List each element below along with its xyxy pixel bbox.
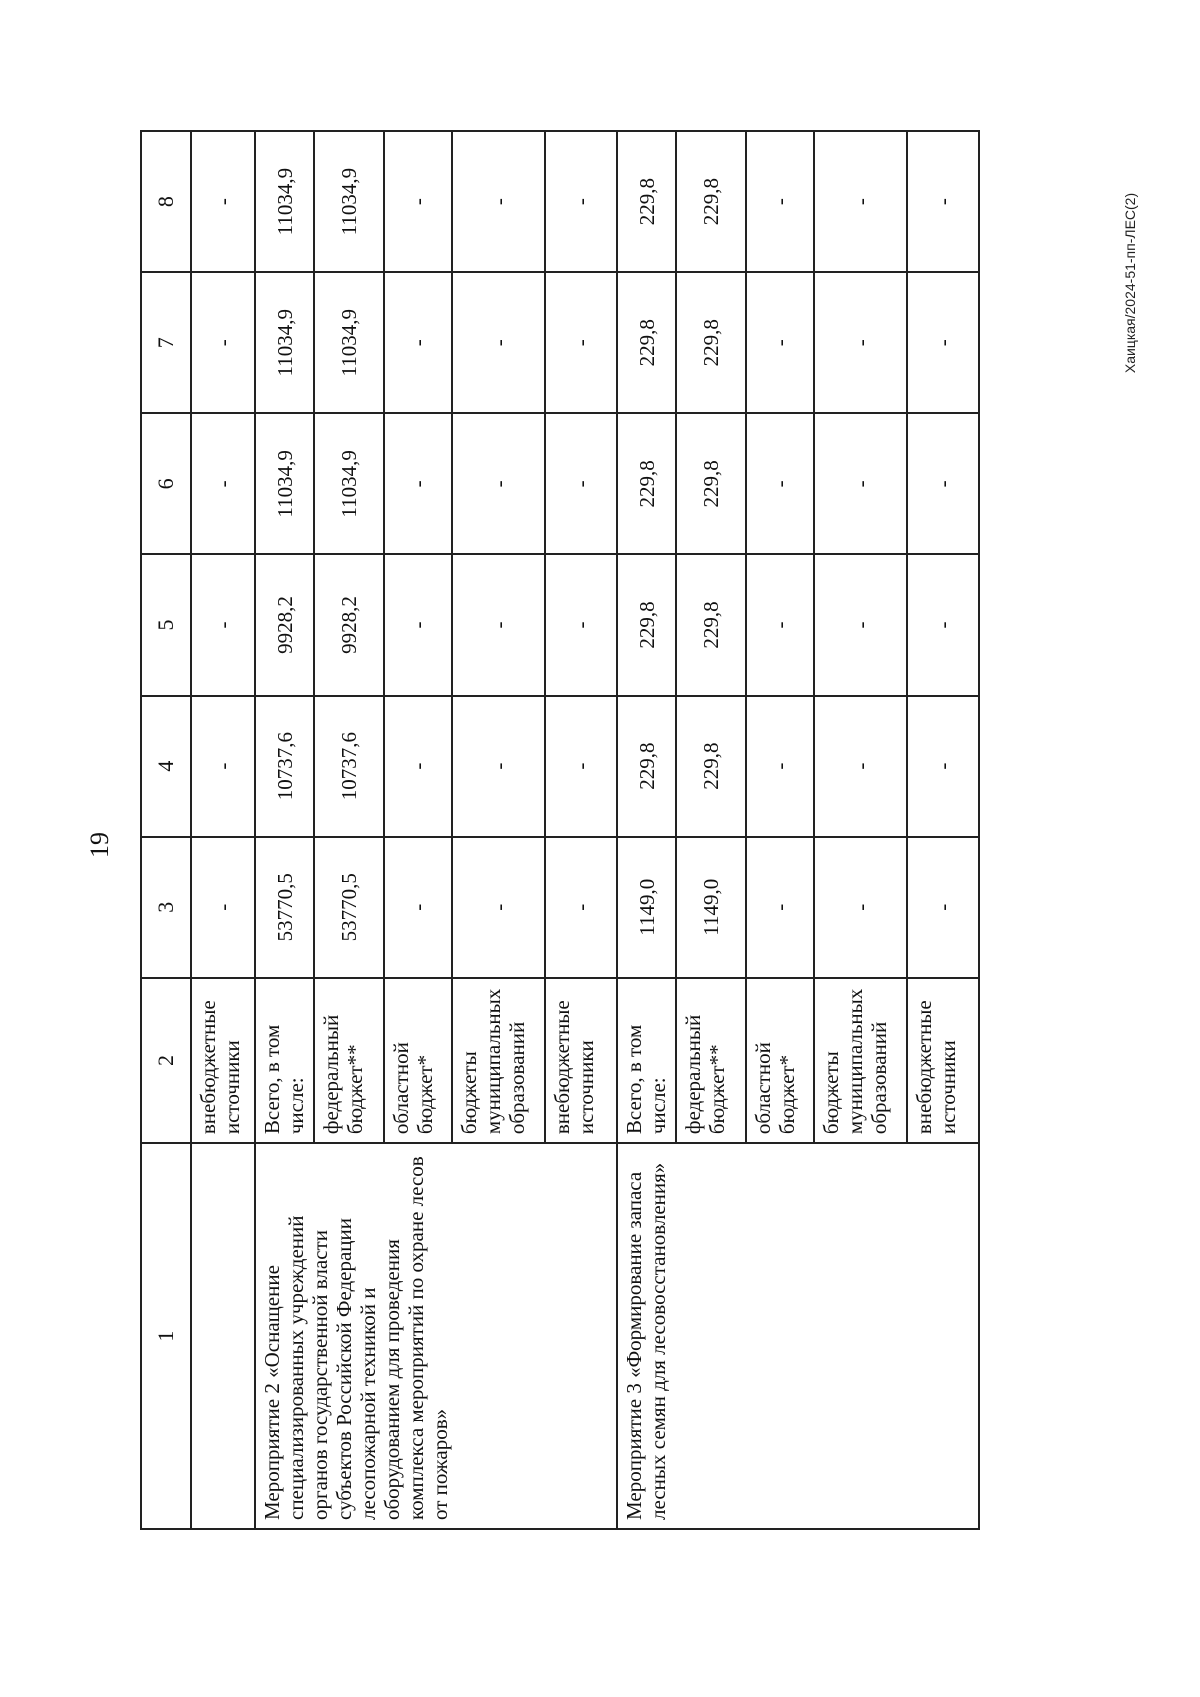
column-header: 4 [141,696,191,837]
event-name-cell [191,1143,255,1529]
value-cell: - [452,554,545,695]
value-cell: - [545,131,617,272]
value-cell: - [814,131,907,272]
value-cell: - [907,131,979,272]
table-row [191,131,255,1529]
event-name-cell: Мероприятие 2 «Оснащение специализированных учреждений органов государственной власти субъектов Российской Федерации лесопожарной техникой и оборудованием для проведения комплекса мероприятий по охране лесов от пожаров» [255,1143,617,1529]
column-header: 2 [141,978,191,1143]
value-cell: 229,8 [676,696,746,837]
value-cell: 229,8 [617,272,677,413]
value-cell: 10737,6 [314,696,384,837]
value-cell: 229,8 [617,413,677,554]
value-cell: - [907,837,979,978]
column-header: 8 [141,131,191,272]
funding-source-cell: внебюджетные источники [191,978,255,1143]
value-cell: 9928,2 [255,554,315,695]
value-cell: - [746,554,814,695]
table-row [617,131,677,1529]
value-cell: - [191,272,255,413]
value-cell: - [814,554,907,695]
value-cell: - [545,837,617,978]
funding-source-cell: бюджеты муниципальных образований [814,978,907,1143]
funding-source-cell: Всего, в том числе: [617,978,677,1143]
value-cell: 11034,9 [314,131,384,272]
value-cell: - [191,131,255,272]
value-cell: - [191,837,255,978]
value-cell: - [384,696,452,837]
funding-source-cell: областной бюджет* [384,978,452,1143]
funding-source-cell: Всего, в том числе: [255,978,315,1143]
value-cell: 229,8 [617,131,677,272]
value-cell: 11034,9 [255,131,315,272]
value-cell: 229,8 [676,131,746,272]
value-cell: - [907,696,979,837]
page-number: 19 [85,832,114,858]
funding-source-cell: федеральный бюджет** [676,978,746,1143]
value-cell: 229,8 [617,554,677,695]
value-cell: - [191,554,255,695]
value-cell: - [814,837,907,978]
value-cell: 229,8 [676,554,746,695]
value-cell: - [384,413,452,554]
value-cell: 229,8 [676,413,746,554]
event-name-cell: Мероприятие 3 «Формирование запаса лесных семян для лесовосстановления» [617,1143,979,1529]
value-cell: - [452,131,545,272]
value-cell: - [545,554,617,695]
column-header: 7 [141,272,191,413]
value-cell: - [545,413,617,554]
value-cell: 229,8 [676,272,746,413]
column-header: 5 [141,554,191,695]
value-cell: - [384,837,452,978]
value-cell: - [545,272,617,413]
value-cell: - [384,554,452,695]
value-cell: 9928,2 [314,554,384,695]
value-cell: - [814,272,907,413]
rotated-table-frame [140,130,980,1530]
header-row [141,131,191,1529]
value-cell: - [746,837,814,978]
value-cell: - [907,413,979,554]
value-cell: 53770,5 [314,837,384,978]
column-header: 6 [141,413,191,554]
funding-table [140,130,980,1530]
value-cell: - [452,272,545,413]
funding-source-cell: областной бюджет* [746,978,814,1143]
value-cell: 1149,0 [617,837,677,978]
column-header: 3 [141,837,191,978]
funding-source-cell: федеральный бюджет** [314,978,384,1143]
column-header: 1 [141,1143,191,1529]
value-cell: - [746,696,814,837]
value-cell: - [452,696,545,837]
value-cell: - [907,272,979,413]
value-cell: - [746,272,814,413]
value-cell: - [814,413,907,554]
value-cell: - [191,696,255,837]
value-cell: 11034,9 [314,413,384,554]
value-cell: 53770,5 [255,837,315,978]
value-cell: - [746,413,814,554]
funding-source-cell: внебюджетные источники [545,978,617,1143]
value-cell: - [746,131,814,272]
value-cell: 1149,0 [676,837,746,978]
value-cell: 11034,9 [255,413,315,554]
value-cell: - [384,131,452,272]
table-container [140,130,1200,1520]
value-cell: 10737,6 [255,696,315,837]
value-cell: 229,8 [617,696,677,837]
value-cell: - [814,696,907,837]
value-cell: 11034,9 [314,272,384,413]
value-cell: - [452,413,545,554]
value-cell: - [545,696,617,837]
table-row [255,131,315,1529]
funding-source-cell: внебюджетные источники [907,978,979,1143]
funding-source-cell: бюджеты муниципальных образований [452,978,545,1143]
value-cell: - [907,554,979,695]
document-code: Хаицкая/2024-51-пп-ЛЕС(2) [1122,192,1138,374]
value-cell: - [191,413,255,554]
value-cell: 11034,9 [255,272,315,413]
value-cell: - [452,837,545,978]
value-cell: - [384,272,452,413]
